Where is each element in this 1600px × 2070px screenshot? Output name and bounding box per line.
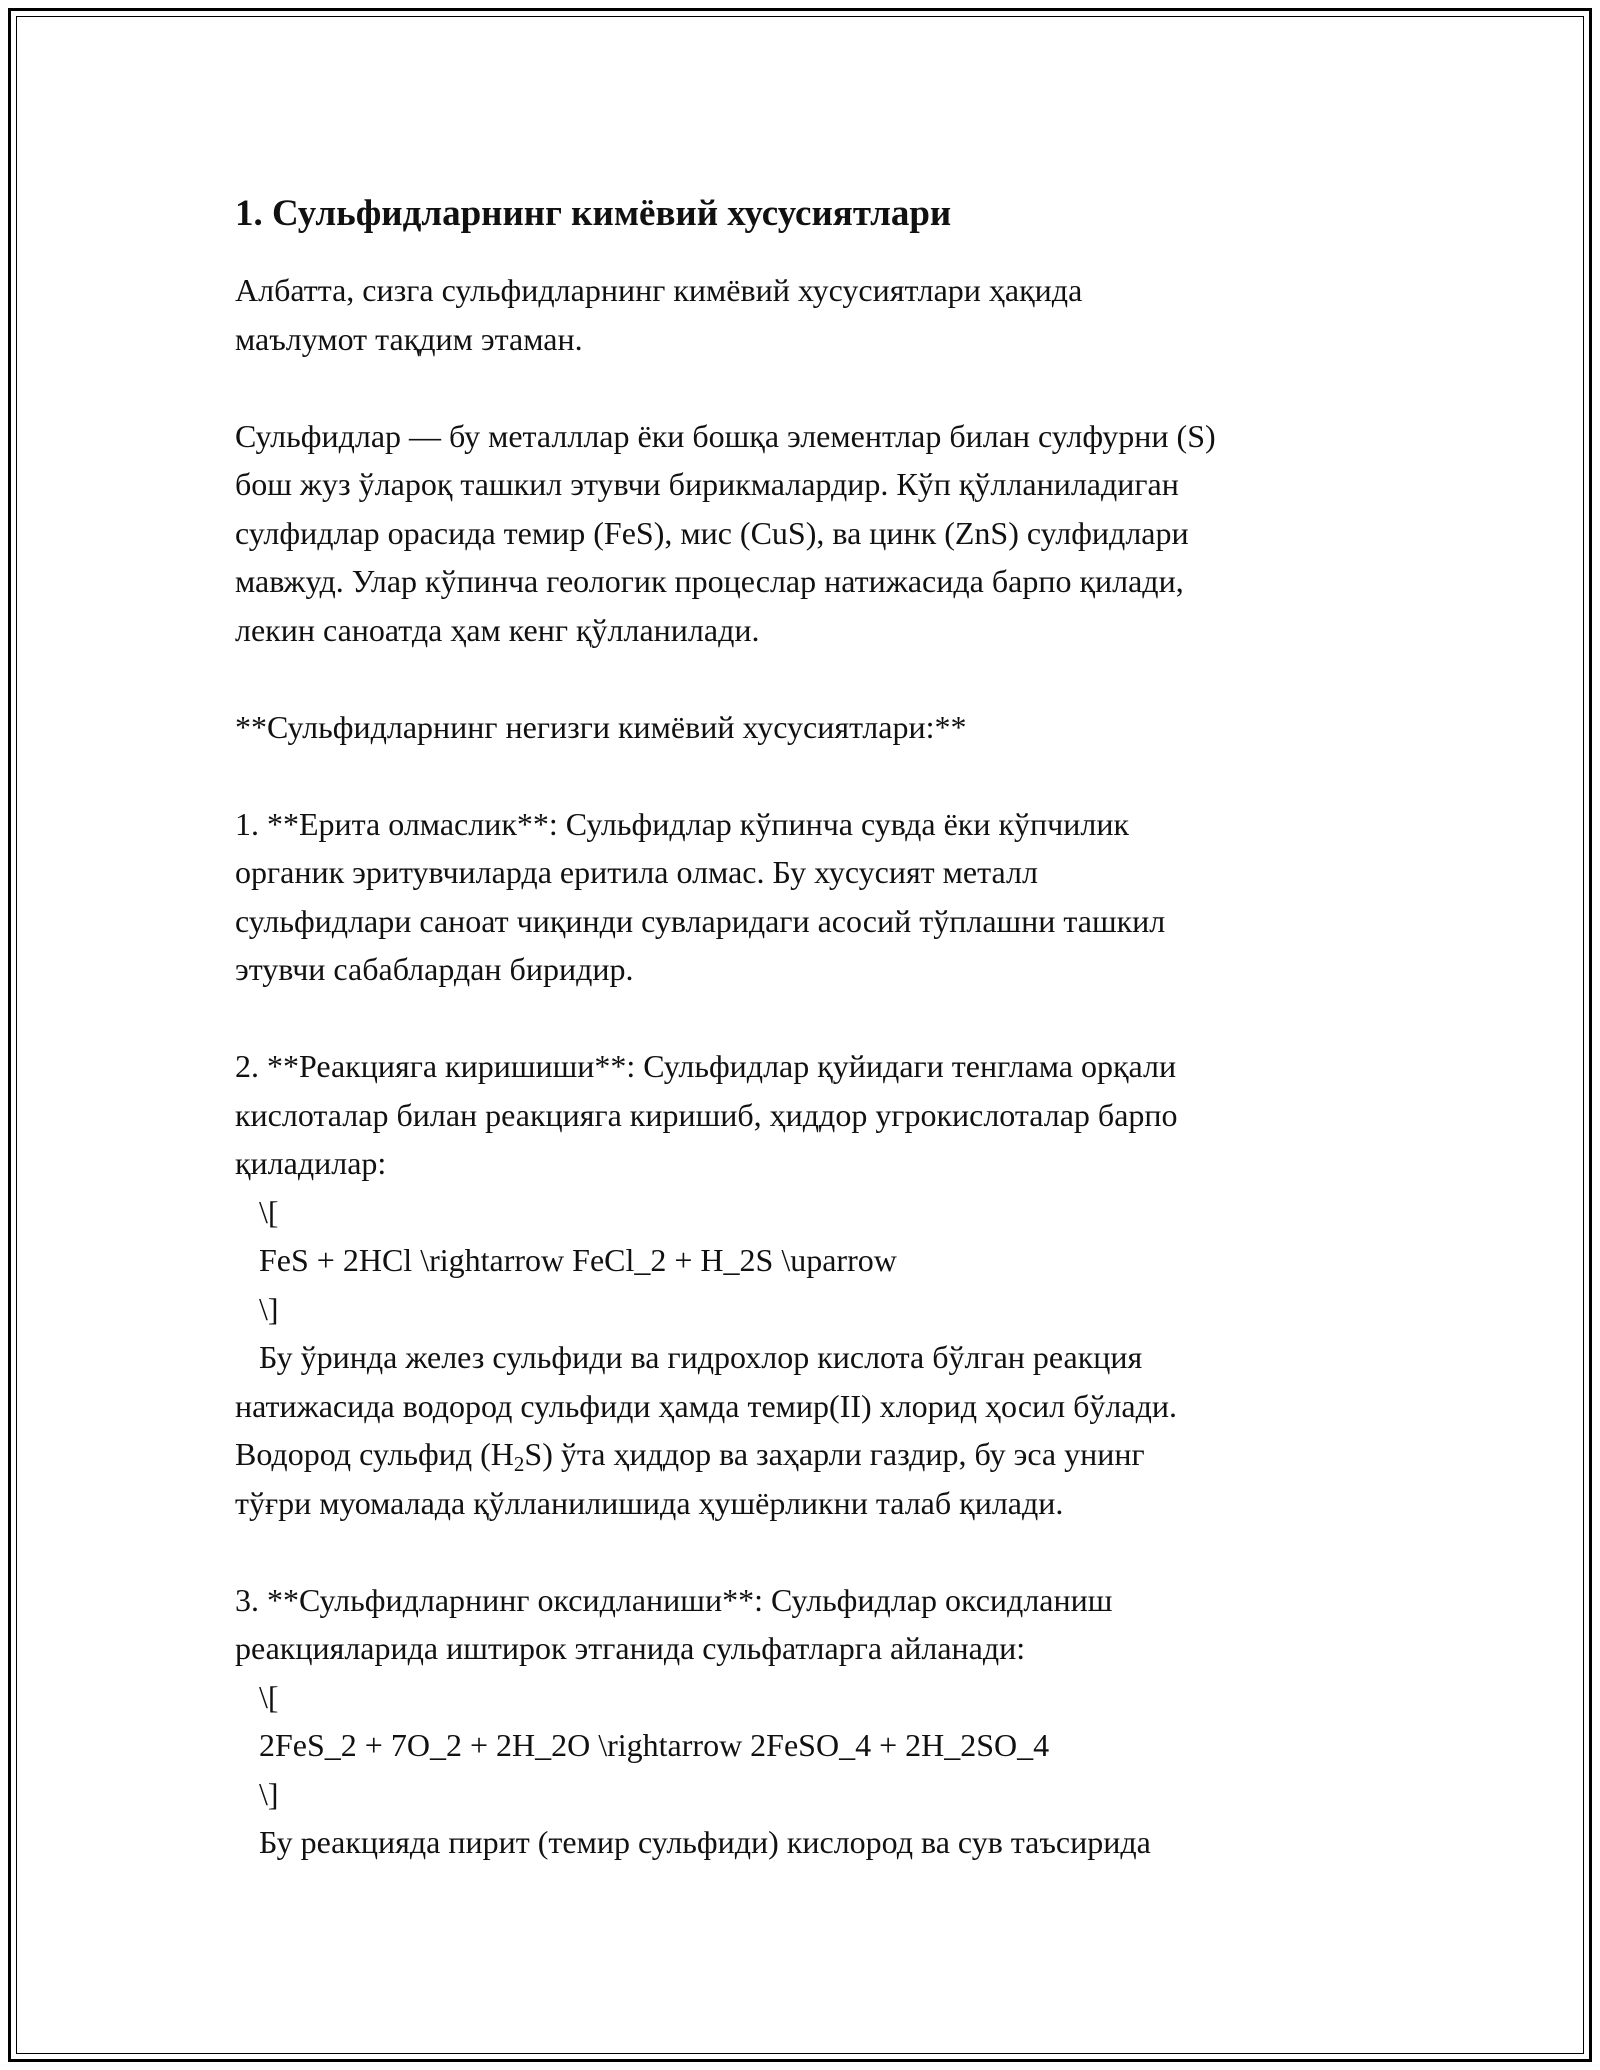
equation-fes-hcl: FeS + 2HCl \rightarrow FeCl_2 + H_2S \uparrow <box>235 1242 897 1278</box>
equation-open-delimiter: \[ <box>235 1678 279 1715</box>
list-item-2-text: 2. **Реакцияга киришиши**: Сульфидлар қуйидаги тенглама орқали кислоталар билан реакцияга киришиб, ҳиддор угрокислоталар барпо қиладилар: <box>235 1048 1178 1181</box>
blank-line <box>235 1527 1385 1576</box>
equation-close-delimiter: \] <box>235 1775 279 1812</box>
explanation-part-1: Бу ўринда желез сульфиди ва гидрохлор кислота бўлган реакция натижасида водород сульфиди ҳамда темир(II) хлорид ҳосил бўлади. Водород сульфид (H <box>235 1339 1177 1472</box>
list-item-3-text: 3. **Сульфидларнинг оксидланиши**: Сульфидлар оксидланиш реакцияларида иштирок этганида сульфатларга айланади: <box>235 1581 1113 1666</box>
blank-line <box>235 994 1385 1043</box>
blank-line <box>235 751 1385 800</box>
equation-close-delimiter: \] <box>235 1290 279 1327</box>
definition-paragraph: Сульфидлар — бу металллар ёки бошқа элементлар билан сулфурни (S) бош жуз ўлароқ ташкил этувчи бирикмалардир. Кўп қўлланиладиган сулфидлар орасида темир (FeS), мис (CuS), ва цинк (ZnS) сулфидлари мавжуд. Улар кўпинча геологик процеслар натижасида барпо қилади, лекин саноатда ҳам кенг қўлланилади. <box>235 417 1216 648</box>
document-heading: 1. Сульфидларнинг кимёвий хусусиятлари <box>235 193 952 234</box>
equation-open-delimiter: \[ <box>235 1193 279 1230</box>
section-title: **Сульфидларнинг негизги кимёвий хусусиятлари:** <box>235 708 967 745</box>
subscript-2: 2 <box>513 1452 525 1476</box>
equation-pyrite-oxidation: 2FeS_2 + 7O_2 + 2H_2O \rightarrow 2FeSO_4 + 2H_2SO_4 <box>235 1727 1050 1763</box>
document-body <box>235 188 1385 1867</box>
intro-paragraph: Албатта, сизга сульфидларнинг кимёвий хусусиятлари ҳақида маълумот тақдим этаман. <box>235 272 1083 357</box>
list-item-1: 1. **Ерита олмаслик**: Сульфидлар кўпинча сувда ёки кўпчилик органик эритувчиларда еритила олмас. Бу хусусият металл сульфидлари саноат чиқинди сувларидаги асосий тўплашни ташкил этувчи сабаблардан биридир. <box>235 805 1166 987</box>
explanation-part-2: S) ўта ҳиддор ва заҳарли газдир, бу эса унинг тўғри муомалада қўлланилишида ҳушёрликни талаб қилади. <box>235 1436 1145 1521</box>
blank-line <box>235 363 1385 412</box>
list-item-3-explanation: Бу реакцияда пирит (темир сульфиди) кислород ва сув таъсирида <box>235 1824 1151 1860</box>
blank-line <box>235 654 1385 703</box>
list-item-2-explanation <box>235 1333 1385 1527</box>
